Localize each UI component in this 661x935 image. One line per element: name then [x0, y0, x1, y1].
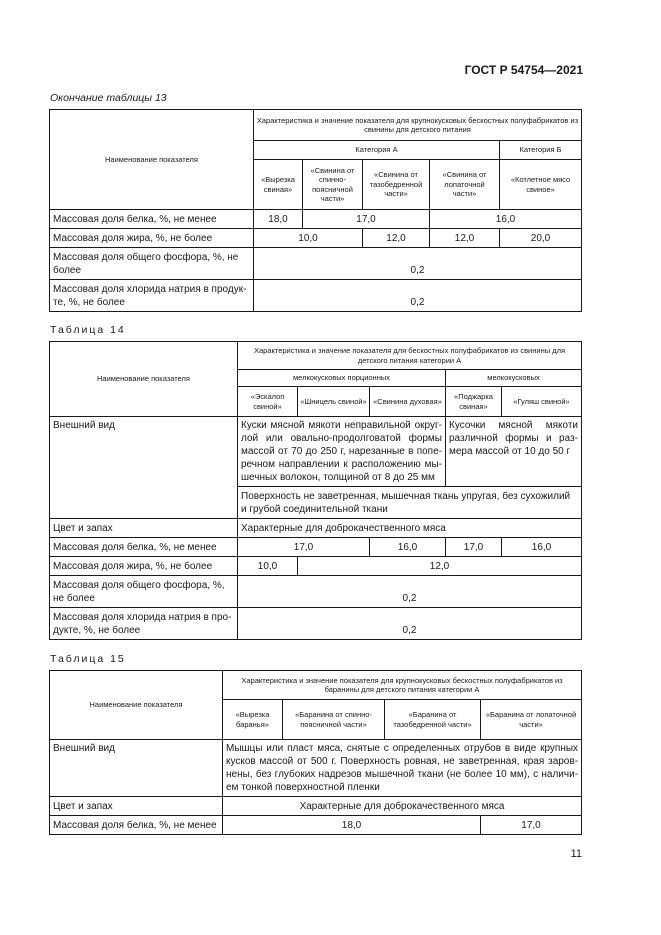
- sub-header: «Свинина духовая»: [370, 387, 446, 417]
- column-header-name: Наименование показателя: [50, 342, 238, 417]
- row-name: Массовая доля белка, %, не менее: [50, 210, 254, 229]
- row-name: Внешний вид: [50, 417, 238, 519]
- table-row: [50, 280, 582, 312]
- cell-value: 12,0: [430, 229, 500, 248]
- table-row: [50, 608, 582, 640]
- row-name: Цвет и запах: [50, 797, 223, 816]
- cell-value: 16,0: [370, 538, 446, 557]
- cell-value: 0,2: [238, 576, 582, 608]
- table-row: [50, 740, 582, 797]
- category-b-header: Категория Б: [500, 141, 582, 160]
- cell-value: 0,2: [254, 248, 582, 280]
- table-row: [50, 248, 582, 280]
- table-15-caption: Таблица 15: [50, 653, 126, 665]
- cell-value: 20,0: [500, 229, 582, 248]
- table-13: [49, 109, 582, 312]
- table-15: [49, 670, 582, 835]
- cell-value: Характерные для доброкачественного мяса: [223, 797, 582, 816]
- table-row: [50, 210, 582, 229]
- sub-header: «Баранина от лопаточной части»: [481, 700, 582, 740]
- row-name: Массовая доля общего фосфора, %, не более: [50, 576, 238, 608]
- row-name: Внешний вид: [50, 740, 223, 797]
- cell-value: Поверхность не заветренная, мышечная ткань упругая, без сухожилий и грубой соединительной ткани: [238, 487, 582, 519]
- cell-value: 10,0: [238, 557, 298, 576]
- cell-value: 18,0: [223, 816, 481, 835]
- sub-group-header: мелкокусковых порционных: [238, 370, 446, 387]
- table-13-caption: Окончание таблицы 13: [50, 92, 167, 104]
- cell-value: 17,0: [238, 538, 370, 557]
- cell-value: 17,0: [303, 210, 430, 229]
- row-name: Массовая доля жира, %, не более: [50, 557, 238, 576]
- sub-group-header: мелкокусковых: [446, 370, 582, 387]
- row-name: Массовая доля жира, %, не более: [50, 229, 254, 248]
- table-row: [50, 538, 582, 557]
- cell-value: 0,2: [238, 608, 582, 640]
- column-header-group: Характеристика и значение показателя для крупнокусковых бескостных полуфабрикатов из свинины для детского питания: [254, 110, 582, 141]
- sub-header: «Поджарка свиная»: [446, 387, 502, 417]
- row-name: Массовая доля белка, %, не менее: [50, 816, 223, 835]
- sub-header: «Свинина от лопаточной части»: [430, 160, 500, 210]
- table-row: [50, 519, 582, 538]
- table-14-caption: Таблица 14: [50, 324, 126, 336]
- cell-value: 16,0: [430, 210, 582, 229]
- row-name: Цвет и запах: [50, 519, 238, 538]
- table-row: [50, 557, 582, 576]
- column-header-group: Характеристика и значение показателя для крупнокусковых бескостных полуфабрикатов из баранины для детского питания категории А: [223, 671, 582, 700]
- row-name: Массовая доля общего фосфора, %, не более: [50, 248, 254, 280]
- sub-header: «Котлетное мясо свиное»: [500, 160, 582, 210]
- cell-value: 17,0: [446, 538, 502, 557]
- cell-value: Кусочки мясной мякоти различной формы и размера массой от 10 до 50 г: [446, 417, 582, 487]
- category-a-header: Категория А: [254, 141, 500, 160]
- sub-header: «Свинина от спинно-поясничной части»: [303, 160, 363, 210]
- table-14: [49, 341, 582, 640]
- table-row: [50, 576, 582, 608]
- cell-value: 18,0: [254, 210, 303, 229]
- sub-header: «Вырезка свиная»: [254, 160, 303, 210]
- cell-value: 0,2: [254, 280, 582, 312]
- column-header-name: Наименование показателя: [50, 671, 223, 740]
- cell-value: Характерные для доброкачественного мяса: [238, 519, 582, 538]
- cell-value: 12,0: [298, 557, 582, 576]
- sub-header: «Гуляш свиной»: [502, 387, 582, 417]
- cell-value: 17,0: [481, 816, 582, 835]
- sub-header: «Вырезка баранья»: [223, 700, 283, 740]
- sub-header: «Баранина от спинно-поясничной части»: [283, 700, 385, 740]
- sub-header: «Шницель свиной»: [298, 387, 370, 417]
- sub-header: «Баранина от тазобедренной части»: [385, 700, 481, 740]
- table-row: [50, 229, 582, 248]
- cell-value: 16,0: [502, 538, 582, 557]
- cell-value: 10,0: [254, 229, 363, 248]
- cell-value: Куски мясной мякоти неправильной округлой или овально-продолговатой формы массой от 70 до 250 г, нарезанные в поперечном направлении к расположению мышечных волокон, толщиной от 8 до 25 мм: [238, 417, 446, 487]
- column-header-group: Характеристика и значение показателя для бескостных полуфабрикатов из свинины для детского питания категории А: [238, 342, 582, 370]
- row-name: Массовая доля хлорида натрия в продукте, %, не более: [50, 608, 238, 640]
- row-name: Массовая доля белка, %, не менее: [50, 538, 238, 557]
- cell-value: Мышцы или пласт мяса, снятые с определенных отрубов в виде крупных кусков массой от 500 г. Поверхность ровная, не заветренная, края заровнены, без глубоких надрезов мышечной ткани (не более 10 мм), с наличием тонкой поверхностной пленки: [223, 740, 582, 797]
- cell-value: 12,0: [363, 229, 430, 248]
- sub-header: «Свинина от тазобедренной части»: [363, 160, 430, 210]
- column-header-name: Наименование показателя: [50, 110, 254, 210]
- table-row: [50, 816, 582, 835]
- table-row: [50, 797, 582, 816]
- row-name: Массовая доля хлорида натрия в продукте, %, не более: [50, 280, 254, 312]
- sub-header: «Эскалоп свиной»: [238, 387, 298, 417]
- page-number: 11: [570, 848, 582, 860]
- table-row: [50, 417, 582, 487]
- standard-number: ГОСТ Р 54754—2021: [464, 63, 583, 77]
